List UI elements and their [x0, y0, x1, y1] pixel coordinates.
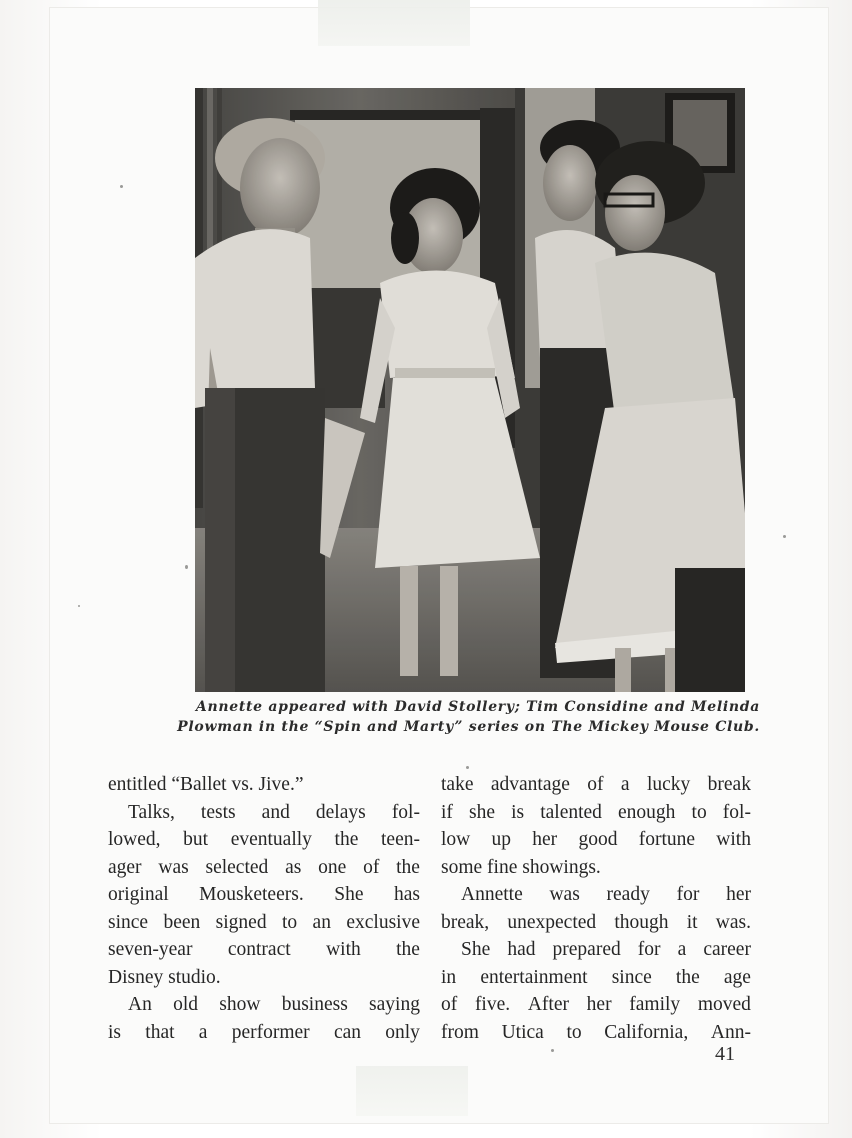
text-line: Disney studio.: [108, 966, 221, 988]
photo-caption: [150, 697, 760, 737]
cast-photograph: [195, 88, 745, 692]
text-line: lowed, but eventually the teen-: [108, 829, 420, 850]
text-line: Annette was ready for her: [461, 884, 751, 905]
left-column: [108, 771, 420, 1046]
text-line: in entertainment since the age: [441, 966, 751, 988]
scan-speck: [466, 766, 469, 769]
text-line: seven-year contract with the: [108, 939, 420, 960]
text-line: of five. After her family moved: [441, 994, 751, 1015]
page-number: 41: [715, 1043, 735, 1065]
text-line: since been signed to an exclusive: [108, 911, 420, 933]
scan-speck: [551, 1049, 554, 1052]
scan-speck: [783, 535, 786, 538]
text-line: take advantage of a lucky break: [441, 774, 751, 795]
text-line: some fine showings.: [441, 856, 601, 878]
scan-speck: [120, 185, 123, 188]
text-line: from Utica to California, Ann-: [441, 1021, 751, 1043]
text-line: if she is talented enough to fol-: [441, 801, 751, 823]
right-column: [441, 771, 751, 1046]
tape-mark-bottom: [356, 1066, 468, 1116]
text-line: She had prepared for a career: [461, 939, 751, 960]
scan-speck: [185, 565, 188, 569]
text-line: break, unexpected though it was.: [441, 911, 751, 933]
text-line: original Mousketeers. She has: [108, 884, 420, 905]
text-line: low up her good fortune with: [441, 829, 751, 850]
text-line: An old show business saying: [128, 994, 420, 1015]
text-line: Talks, tests and delays fol-: [128, 801, 420, 823]
photograph-illustration: [195, 88, 745, 692]
caption-line-1: Annette appeared with David Stollery; Tim Considine and Melinda: [195, 699, 760, 715]
tape-mark-top: [318, 0, 470, 46]
text-line: is that a performer can only: [108, 1021, 420, 1043]
caption-line-2: Plowman in the “Spin and Marty” series on The Mickey Mouse Club.: [177, 719, 760, 735]
text-line: entitled “Ballet vs. Jive.”: [108, 774, 304, 795]
scan-speck: [78, 605, 80, 607]
text-line: ager was selected as one of the: [108, 856, 420, 878]
